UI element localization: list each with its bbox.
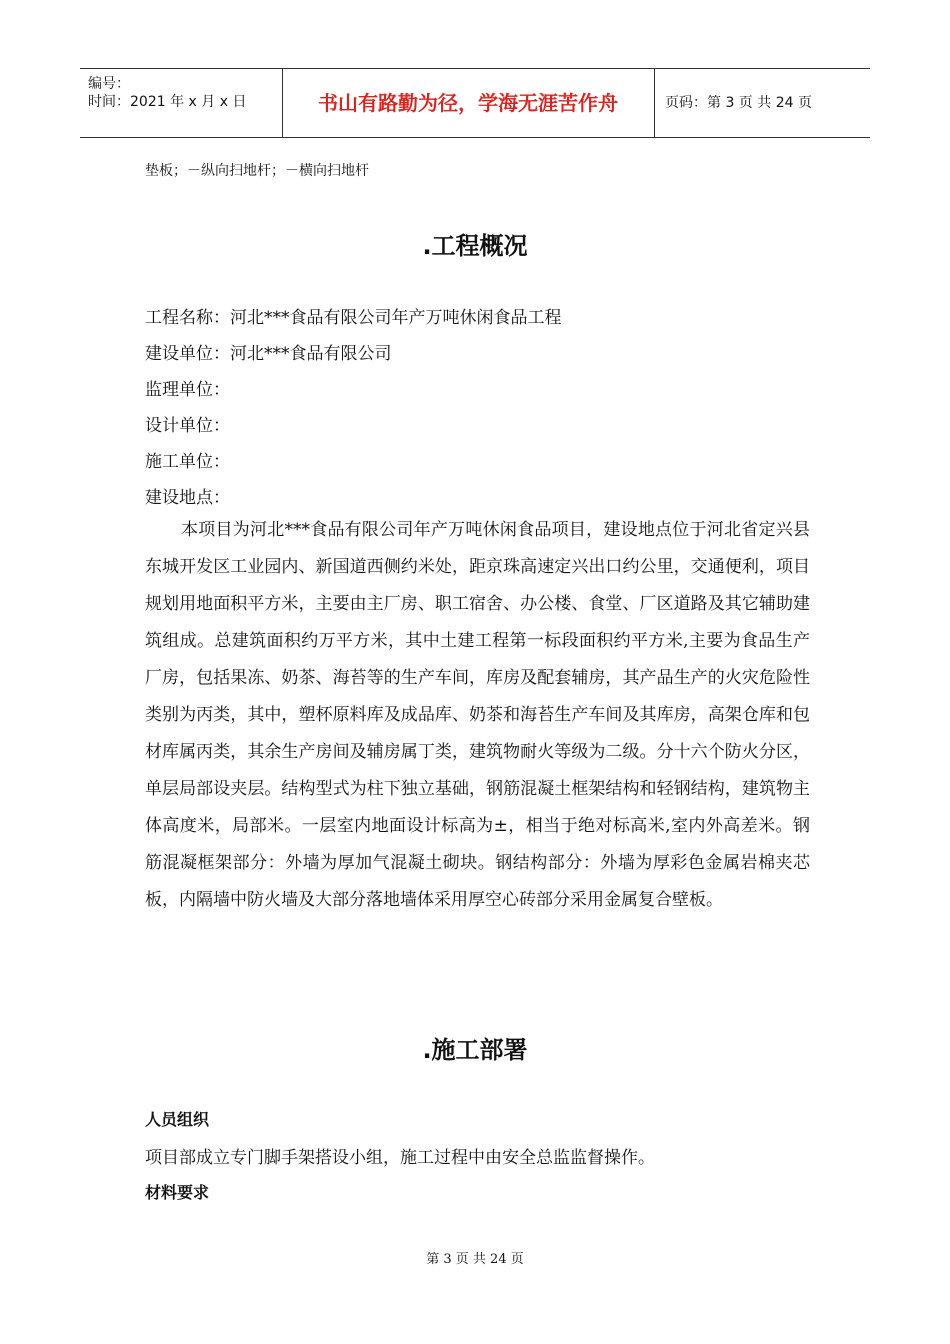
info-designer: 设计单位： (145, 416, 230, 436)
time-label: 时间：2021 年 x 月 x 日 (88, 94, 247, 110)
info-supervisor: 监理单位： (145, 380, 230, 400)
subhead-staffing: 人员组织 (145, 1110, 210, 1129)
info-developer: 建设单位：河北***食品有限公司 (145, 344, 392, 364)
staffing-text: 项目部成立专门脚手架搭设小组，施工过程中由安全总监监督操作。 (145, 1148, 655, 1168)
info-project-name: 工程名称：河北***食品有限公司年产万吨休闲食品工程 (145, 308, 562, 328)
overview-paragraph: 本项目为河北***食品有限公司年产万吨休闲食品项目，建设地点位于河北省定兴县东城开发区工业园内、新国道西侧约米处，距京珠高速定兴出口约公里，交通便利，项目规划用地面积平方米，主要由主厂房、职工宿舍、办公楼、食堂、厂区道路及其它辅助建筑组成。总建筑面积约万平方米，其中土建工程第一标段面积约平方米,主要为食品生产厂房，包括果冻、奶茶、海苔等的生产车间，库房及配套辅房，其产品生产的火灾危险性类别为丙类，其中，塑杯原料库及成品库、奶茶和海苔生产车间及其库房，高架仓库和包材库属丙类，其余生产房间及辅房属丁类，建筑物耐火等级为二级。分十六个防火分区，单层局部设夹层。结构型式为柱下独立基础，钢筋混凝土框架结构和轻钢结构，建筑物主体高度米，局部米。一层室内地面设计标高为±，相当于绝对标高米,室内外高差米。钢筋混凝框架部分：外墙为厚加气混凝土砌块。钢结构部分：外墙为厚彩色金属岩棉夹芯板，内隔墙中防火墙及大部分落地墙体采用厚空心砖部分采用金属复合壁板。 (145, 520, 810, 910)
page-footer: 第 3 页 共 24 页 (426, 1252, 524, 1267)
section-title-deployment: .施工部署 (422, 1036, 528, 1064)
section-title-overview: .工程概况 (422, 232, 528, 260)
top-note: 垫板；－纵向扫地杆；－横向扫地杆 (145, 163, 369, 179)
header-page-info: 页码：第 3 页 共 24 页 (665, 95, 812, 111)
info-contractor: 施工单位： (145, 452, 230, 472)
page-header (80, 68, 870, 138)
header-meta (80, 69, 283, 137)
header-motto: 书山有路勤为径，学海无涯苦作舟 (282, 69, 655, 137)
subhead-materials: 材料要求 (145, 1183, 210, 1202)
info-location: 建设地点： (145, 488, 230, 508)
code-label: 编号： (88, 76, 130, 92)
